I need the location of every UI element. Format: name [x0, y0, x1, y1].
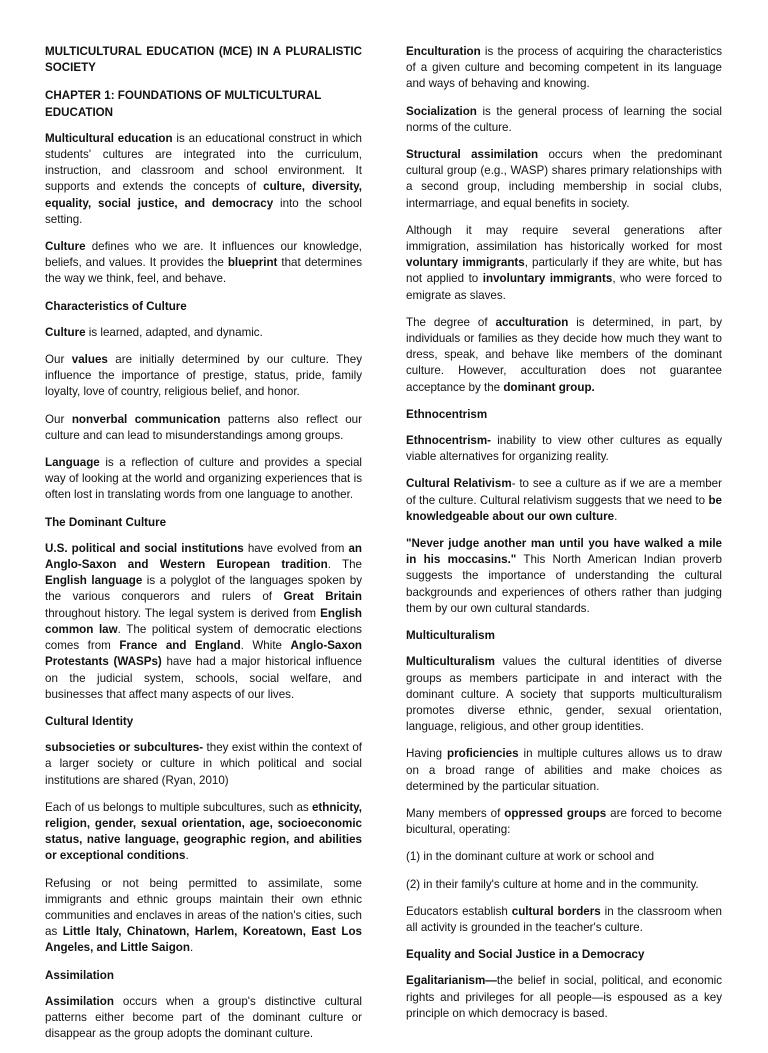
section-heading-ethnocentrism: Ethnocentrism — [406, 407, 488, 421]
list-item-family-culture: (2) in their family's culture at home and in the community. — [406, 877, 699, 891]
right-column — [406, 44, 722, 1033]
bold-term: blueprint — [227, 256, 278, 270]
paragraph-cultural-relativism: Cultural Relativism- to see a culture as if we are a member of the culture. Cultural relativism suggests that we need to be knowledgeable about our own culture. — [406, 477, 722, 523]
section-heading-multiculturalism: Multiculturalism — [406, 629, 495, 643]
bold-term: ethnicity, religion, gender, sexual orientation, age, socioeconomic status, native language, geographic region, and abilities or exceptional conditions — [45, 800, 362, 863]
paragraph-nonverbal: Our nonverbal communication patterns also reflect our culture and can lead to misunderstandings among groups. — [45, 412, 362, 442]
bold-term: Ethnocentrism- — [406, 434, 492, 448]
paragraph-immigrants: Although it may require several generations after immigration, assimilation has historically worked for most voluntary immigrants, particularly if they are white, but has not applied to involuntary immigrants, who were forced to emigrate as slaves. — [406, 223, 722, 302]
bold-term: subsocieties or subcultures- — [45, 741, 204, 755]
section-heading-equality: Equality and Social Justice in a Democracy — [406, 948, 645, 962]
bold-term: France and England — [119, 639, 241, 653]
paragraph-culture-learned: Culture is learned, adapted, and dynamic. — [45, 325, 263, 339]
section-heading-characteristics: Characteristics of Culture — [45, 299, 187, 313]
paragraph-enclaves: Refusing or not being permitted to assimilate, some immigrants and ethnic groups maintain their own ethnic communities and enclaves in areas of the nation's cities, such as Little Italy, Chinatown, Harlem, Koreatown, East Los Angeles, and Little Saigon. — [45, 876, 362, 955]
section-heading-dominant-culture: The Dominant Culture — [45, 515, 167, 529]
paragraph-mce-definition: Multicultural education is an educational construct in which students' cultures are integrated into the curriculum, instruction, and classroom and school environment. It supports and extends the concepts of culture, diversity, equality, social justice, and democracy into the school setting. — [45, 131, 362, 226]
paragraph-ethnocentrism: Ethnocentrism- inability to view other cultures as equally viable alternatives for organizing reality. — [406, 434, 722, 464]
paragraph-multiple-subcultures: Each of us belongs to multiple subcultures, such as ethnicity, religion, gender, sexual orientation, age, socioeconomic status, native language, geographic region, and abilities or exceptional conditions. — [45, 800, 362, 863]
bold-term: values — [71, 353, 108, 367]
bold-term: an Anglo-Saxon and Western European tradition — [45, 541, 362, 572]
bold-term: English language — [45, 574, 143, 588]
bold-term: U.S. political and social institutions — [45, 541, 244, 555]
bold-term: oppressed groups — [504, 806, 607, 820]
paragraph-subsocieties: subsocieties or subcultures- they exist within the context of a larger society or culture in which political and social institutions are shared (Ryan, 2010) — [45, 741, 362, 787]
paragraph-acculturation: The degree of acculturation is determined, in part, by individuals or families as they decide how much they want to dress, speak, and behave like members of the dominant culture. However, acculturation does not guarantee acceptance by the dominant group. — [406, 315, 722, 394]
paragraph-socialization: Socialization is the general process of learning the social norms of the culture. — [406, 104, 722, 134]
bold-term: dominant group. — [503, 380, 595, 394]
bold-term: Structural assimilation — [406, 148, 539, 162]
paragraph-proverb: "Never judge another man until you have walked a mile in his moccasins." This North American Indian proverb suggests the importance of understanding the cultural backgrounds and experiences of others rather than judging them by our own cultural standards. — [406, 537, 722, 615]
paragraph-values: Our values are initially determined by our culture. They influence the importance of prestige, status, pride, family loyalty, love of country, religious belief, and honor. — [45, 353, 362, 399]
paragraph-language: Language is a reflection of culture and provides a special way of looking at the world and organizing experiences that is often lost in translating words from one language to another. — [45, 456, 362, 502]
bold-term: Socialization — [406, 104, 477, 118]
chapter-heading: CHAPTER 1: FOUNDATIONS OF MULTICULTURAL EDUCATION — [45, 89, 322, 119]
bold-term: Language — [45, 456, 100, 470]
paragraph-proficiencies: Having proficiencies in multiple cultures allows us to draw on a broad range of abilities and make choices as determined by the particular situation. — [406, 747, 722, 793]
bold-term: English common law — [45, 606, 362, 636]
bold-term: Multicultural education — [45, 131, 173, 145]
section-heading-cultural-identity: Cultural Identity — [45, 714, 134, 728]
bold-term: Culture — [45, 325, 86, 339]
paragraph-enculturation: Enculturation is the process of acquiring the characteristics of a given culture and becoming competent in its language and ways of behaving and knowing. — [406, 45, 722, 91]
section-heading-assimilation: Assimilation — [45, 968, 114, 982]
paragraph-egalitarianism: Egalitarianism—the belief in social, political, and economic rights and privileges for all people—is espoused as a key principle on which democracy is based. — [406, 974, 722, 1020]
bold-term: Culture — [45, 240, 86, 254]
bold-term: proficiencies — [447, 747, 519, 761]
bold-term: Little Italy, Chinatown, Harlem, Koreatown, East Los Angeles, and Little Saigon — [45, 925, 362, 955]
paragraph-cultural-borders: Educators establish cultural borders in the classroom when all activity is grounded in the teacher's culture. — [406, 904, 723, 934]
bold-term: Great Britain — [283, 590, 362, 604]
bold-term: nonverbal communication — [71, 412, 221, 426]
left-column — [45, 44, 362, 1053]
bold-term: voluntary immigrants — [406, 256, 525, 270]
paragraph-oppressed-groups: Many members of oppressed groups are forced to become bicultural, operating: — [406, 806, 723, 837]
bold-term: be knowledgeable about our own culture — [406, 493, 722, 523]
bold-term: involuntary immigrants — [482, 272, 613, 286]
paragraph-assimilation: Assimilation occurs when a group's distinctive cultural patterns either become part of the dominant culture or disappear as the group adopts the dominant culture. — [45, 994, 362, 1041]
bold-term: culture, diversity, equality, social justice, and democracy — [45, 180, 362, 210]
paragraph-structural-assimilation: Structural assimilation occurs when the predominant cultural group (e.g., WASP) shares primary relationships with a second group, including membership in social clubs, intermarriage, and equal benefits in society. — [406, 148, 722, 210]
bold-term: Enculturation — [406, 45, 481, 58]
document-title: MULTICULTURAL EDUCATION (MCE) IN A PLURALISTIC SOCIETY — [45, 45, 362, 75]
bold-term: acculturation — [495, 315, 569, 329]
paragraph-culture: Culture defines who we are. It influences our knowledge, beliefs, and values. It provides the blueprint that determines the way we think, feel, and behave. — [45, 240, 362, 286]
bold-term: "Never judge another man until you have walked a mile in his moccasins." — [406, 537, 722, 567]
bold-term: Multiculturalism — [406, 655, 495, 669]
bold-term: cultural borders — [511, 904, 601, 918]
bold-term: Assimilation — [45, 994, 114, 1008]
list-item-dominant-culture: (1) in the dominant culture at work or school and — [406, 850, 655, 864]
paragraph-us-institutions: U.S. political and social institutions have evolved from an Anglo-Saxon and Western European tradition. The English language is a polyglot of the languages spoken by the various conquerors and rulers of Great Britain throughout history. The legal system is derived from English common law. The political system of democratic elections comes from France and England. White Anglo-Saxon Protestants (WASPs) have had a major historical influence on the judicial system, schools, social welfare, and businesses that affect many aspects of our lives. — [45, 541, 362, 701]
bold-term: Egalitarianism— — [406, 974, 497, 988]
bold-term: Anglo-Saxon Protestants (WASPs) — [45, 639, 362, 669]
paragraph-multiculturalism: Multiculturalism values the cultural identities of diverse groups as members participate in and interact with the dominant culture. A society that supports multiculturalism promotes diverse ethnic, gender, sexual orientation, language, religious, and other group identities. — [406, 655, 722, 734]
bold-term: Cultural Relativism — [406, 477, 512, 491]
